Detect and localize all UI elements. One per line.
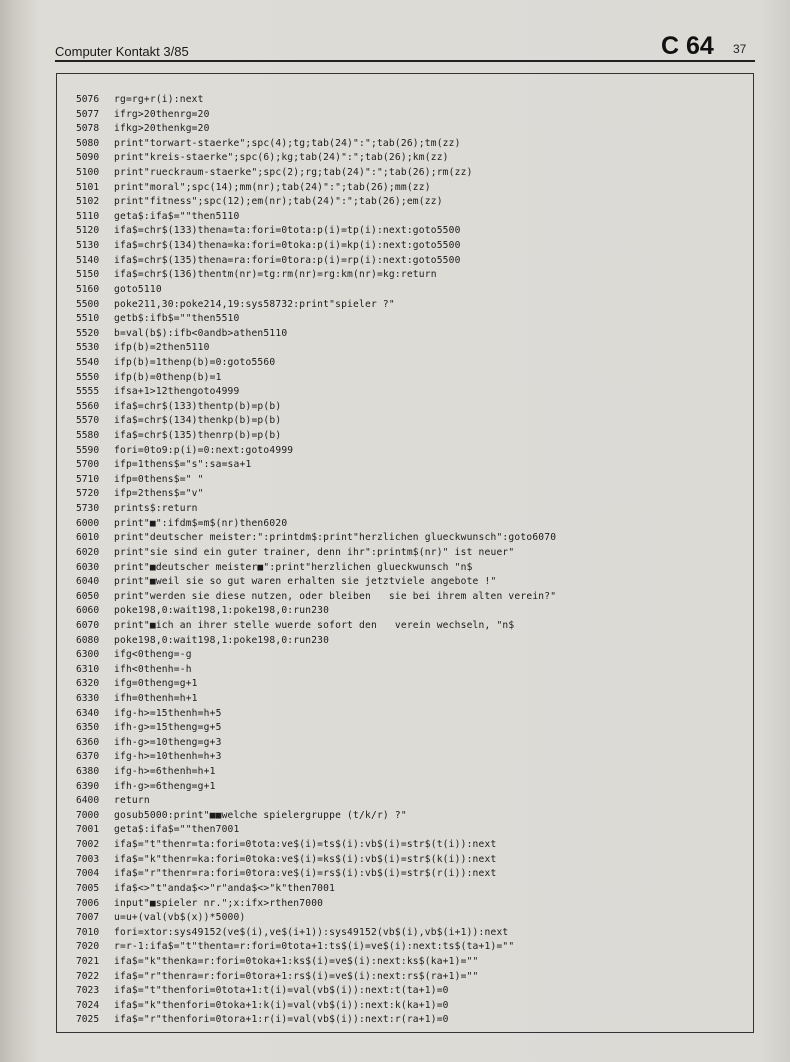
line-number: 7005 <box>76 882 100 894</box>
code-line <box>76 458 746 473</box>
code-text: ifg-h>=6thenh=h+1 <box>114 766 216 778</box>
line-number: 5510 <box>76 313 100 325</box>
code-text: ifp(b)=0thenp(b)=1 <box>114 371 222 383</box>
code-text: print"■deutscher meister■":print"herzlichen glueckwunsch "n$ <box>114 561 473 573</box>
code-text: print"■":ifdm$=m$(nr)then6020 <box>114 517 288 529</box>
line-number: 7003 <box>76 853 100 865</box>
code-line <box>76 721 746 736</box>
code-text: getb$:ifb$=""then5510 <box>114 313 240 325</box>
code-line <box>76 224 746 239</box>
code-line <box>76 210 746 225</box>
line-number: 7010 <box>76 926 100 938</box>
line-number: 6050 <box>76 590 100 602</box>
code-line <box>76 268 746 283</box>
code-text: ifkg>20thenkg=20 <box>114 123 210 135</box>
line-number: 5570 <box>76 415 100 427</box>
code-text: print"kreis-staerke";spc(6);kg;tab(24)":";tab(26);km(zz) <box>114 152 449 164</box>
code-text: ifh-g>=6theng=g+1 <box>114 780 216 792</box>
code-text: rg=rg+r(i):next <box>114 94 204 105</box>
code-line <box>76 341 746 356</box>
line-number: 5520 <box>76 327 100 339</box>
code-text: ifa$="k"thenka=r:fori=0toka+1:ks$(i)=ve$(i):next:ks$(ka+1)="" <box>114 955 479 967</box>
line-number: 6300 <box>76 649 100 661</box>
line-number: 6380 <box>76 766 100 778</box>
code-text: ifa$=chr$(135)thenrp(b)=p(b) <box>114 430 282 442</box>
code-text: ifa$="k"thenfori=0toka+1:k(i)=val(vb$(i)):next:k(ka+1)=0 <box>114 999 449 1011</box>
code-text: print"deutscher meister:":printdm$:print"herzlichen glueckwunsch":goto6070 <box>114 532 557 544</box>
code-line <box>76 648 746 663</box>
code-text: ifp=1thens$="s":sa=sa+1 <box>114 459 252 471</box>
publication-title: Computer Kontakt 3/85 <box>55 44 189 59</box>
code-line <box>76 707 746 722</box>
line-number: 7006 <box>76 897 100 909</box>
code-text: ifp(b)=1thenp(b)=0:goto5560 <box>114 356 276 368</box>
basic-program-listing <box>76 93 746 1028</box>
code-line <box>76 794 746 809</box>
code-text: print"rueckraum-staerke";spc(2);rg;tab(24)":";tab(26);rm(zz) <box>114 167 473 179</box>
code-line <box>76 385 746 400</box>
code-text: ifrg>20thenrg=20 <box>114 108 210 120</box>
line-number: 5160 <box>76 283 100 295</box>
code-line <box>76 575 746 590</box>
code-line <box>76 823 746 838</box>
line-number: 5102 <box>76 196 100 208</box>
code-text: ifa$=chr$(136)thentm(nr)=tg:rm(nr)=rg:km(nr)=kg:return <box>114 269 437 281</box>
code-text: poke198,0:wait198,1:poke198,0:run230 <box>114 605 330 617</box>
code-text: ifh-g>=15theng=g+5 <box>114 722 222 734</box>
code-line <box>76 122 746 137</box>
line-number: 6080 <box>76 634 100 646</box>
code-line <box>76 897 746 912</box>
code-text: ifh=0thenh=h+1 <box>114 692 198 704</box>
code-line <box>76 765 746 780</box>
code-text: ifsa+1>12thengoto4999 <box>114 386 240 398</box>
code-line <box>76 517 746 532</box>
code-text: geta$:ifa$=""then7001 <box>114 824 240 836</box>
line-number: 6070 <box>76 619 100 631</box>
line-number: 5090 <box>76 152 100 164</box>
code-text: ifa$=chr$(133)thena=ta:fori=0tota:p(i)=tp(i):next:goto5500 <box>114 225 461 237</box>
code-line <box>76 531 746 546</box>
line-number: 6390 <box>76 780 100 792</box>
line-number: 6020 <box>76 546 100 558</box>
code-line <box>76 1013 746 1028</box>
code-line <box>76 181 746 196</box>
code-line <box>76 298 746 313</box>
code-text: prints$:return <box>114 503 198 515</box>
code-text: fori=0to9:p(i)=0:next:goto4999 <box>114 444 294 456</box>
code-text: ifh<0thenh=-h <box>114 663 192 675</box>
code-line <box>76 853 746 868</box>
code-text: goto5110 <box>114 283 162 295</box>
line-number: 5110 <box>76 210 100 222</box>
code-text: print"sie sind ein guter trainer, denn ihr":printm$(nr)" ist neuer" <box>114 546 515 558</box>
line-number: 7000 <box>76 809 100 821</box>
line-number: 5720 <box>76 488 100 500</box>
line-number: 5076 <box>76 94 100 105</box>
line-number: 6040 <box>76 576 100 588</box>
code-line <box>76 444 746 459</box>
code-text: print"fitness";spc(12);em(nr);tab(24)":";tab(26);em(zz) <box>114 196 443 208</box>
code-text: ifg<0theng=-g <box>114 649 192 661</box>
code-line <box>76 414 746 429</box>
code-line <box>76 940 746 955</box>
line-number: 5540 <box>76 356 100 368</box>
code-text: ifa$="t"thenr=ta:fori=0tota:ve$(i)=ts$(i):vb$(i)=str$(t(i)):next <box>114 839 497 851</box>
code-line <box>76 999 746 1014</box>
code-text: r=r-1:ifa$="t"thenta=r:fori=0tota+1:ts$(i)=ve$(i):next:ts$(ta+1)="" <box>114 941 515 953</box>
code-line <box>76 195 746 210</box>
code-line <box>76 984 746 999</box>
line-number: 7002 <box>76 839 100 851</box>
header-rule <box>55 60 755 62</box>
line-number: 7024 <box>76 999 100 1011</box>
code-text: input"■spieler nr.";x:ifx>rthen7000 <box>114 897 324 909</box>
line-number: 5077 <box>76 108 100 120</box>
code-line <box>76 838 746 853</box>
code-line <box>76 970 746 985</box>
code-line <box>76 590 746 605</box>
code-line <box>76 926 746 941</box>
line-number: 7001 <box>76 824 100 836</box>
line-number: 7020 <box>76 941 100 953</box>
code-line <box>76 546 746 561</box>
page-header <box>55 28 755 62</box>
code-line <box>76 955 746 970</box>
code-line <box>76 780 746 795</box>
code-line <box>76 750 746 765</box>
code-text: poke198,0:wait198,1:poke198,0:run230 <box>114 634 330 646</box>
code-text: ifa$=chr$(134)thenkp(b)=p(b) <box>114 415 282 427</box>
line-number: 5500 <box>76 298 100 310</box>
code-line <box>76 108 746 123</box>
code-text: ifa$=chr$(133)thentp(b)=p(b) <box>114 400 282 412</box>
line-number: 6000 <box>76 517 100 529</box>
code-text: ifa$<>"t"anda$<>"r"anda$<>"k"then7001 <box>114 882 336 894</box>
code-text: print"■weil sie so gut waren erhalten sie jetztviele angebote !" <box>114 576 497 588</box>
code-line <box>76 151 746 166</box>
code-text: gosub5000:print"■■welche spielergruppe (t/k/r) ?" <box>114 809 407 821</box>
line-number: 5140 <box>76 254 100 266</box>
code-text: ifp=2thens$="v" <box>114 488 204 500</box>
code-text: print"torwart-staerke";spc(4);tg;tab(24)":";tab(26);tm(zz) <box>114 137 461 149</box>
code-line <box>76 137 746 152</box>
line-number: 5080 <box>76 137 100 149</box>
line-number: 5560 <box>76 400 100 412</box>
line-number: 5150 <box>76 269 100 281</box>
code-text: ifa$="t"thenfori=0tota+1:t(i)=val(vb$(i)):next:t(ta+1)=0 <box>114 985 449 997</box>
line-number: 5590 <box>76 444 100 456</box>
line-number: 5710 <box>76 473 100 485</box>
code-line <box>76 473 746 488</box>
line-number: 7023 <box>76 985 100 997</box>
line-number: 5100 <box>76 167 100 179</box>
code-line <box>76 254 746 269</box>
code-text: fori=xtor:sys49152(ve$(i),ve$(i+1)):sys49152(vb$(i),vb$(i+1)):next <box>114 926 509 938</box>
line-number: 6320 <box>76 678 100 690</box>
code-text: ifp=0thens$=" " <box>114 473 204 485</box>
line-number: 7021 <box>76 955 100 967</box>
code-text: ifp(b)=2then5110 <box>114 342 210 354</box>
line-number: 6370 <box>76 751 100 763</box>
code-text: b=val(b$):ifb<0andb>athen5110 <box>114 327 288 339</box>
code-text: u=u+(val(vb$(x))*5000) <box>114 912 246 924</box>
code-text: print"moral";spc(14);mm(nr);tab(24)":";tab(26);mm(zz) <box>114 181 431 193</box>
line-number: 6360 <box>76 736 100 748</box>
line-number: 6330 <box>76 692 100 704</box>
line-number: 6060 <box>76 605 100 617</box>
code-line <box>76 634 746 649</box>
code-line <box>76 283 746 298</box>
code-line <box>76 736 746 751</box>
code-line <box>76 911 746 926</box>
line-number: 5580 <box>76 430 100 442</box>
code-line <box>76 561 746 576</box>
code-line <box>76 882 746 897</box>
line-number: 5120 <box>76 225 100 237</box>
code-text: ifa$="r"thenra=r:fori=0tora+1:rs$(i)=ve$(i):next:rs$(ra+1)="" <box>114 970 479 982</box>
code-text: ifa$="k"thenr=ka:fori=0toka:ve$(i)=ks$(i):vb$(i)=str$(k(i)):next <box>114 853 497 865</box>
line-number: 6340 <box>76 707 100 719</box>
code-text: ifg-h>=10thenh=h+3 <box>114 751 222 763</box>
line-number: 5130 <box>76 240 100 252</box>
code-line <box>76 502 746 517</box>
code-text: ifa$=chr$(134)thena=ka:fori=0toka:p(i)=kp(i):next:goto5500 <box>114 240 461 252</box>
line-number: 6030 <box>76 561 100 573</box>
magazine-section-title: C 64 <box>661 32 714 60</box>
code-line <box>76 239 746 254</box>
line-number: 5730 <box>76 503 100 515</box>
code-text: geta$:ifa$=""then5110 <box>114 210 240 222</box>
code-text: ifa$="r"thenr=ra:fori=0tora:ve$(i)=rs$(i):vb$(i)=str$(r(i)):next <box>114 868 497 880</box>
code-line <box>76 604 746 619</box>
code-line <box>76 867 746 882</box>
code-text: poke211,30:poke214,19:sys58732:print"spieler ?" <box>114 298 395 310</box>
code-line <box>76 400 746 415</box>
code-line <box>76 677 746 692</box>
code-line <box>76 166 746 181</box>
code-text: print"■ich an ihrer stelle wuerde sofort den verein wechseln, "n$ <box>114 619 515 631</box>
code-line <box>76 619 746 634</box>
line-number: 6310 <box>76 663 100 675</box>
code-text: print"werden sie diese nutzen, oder bleiben sie bei ihrem alten verein?" <box>114 590 557 602</box>
code-line <box>76 312 746 327</box>
line-number: 5101 <box>76 181 100 193</box>
line-number: 7022 <box>76 970 100 982</box>
line-number: 7007 <box>76 912 100 924</box>
code-text: ifa$="r"thenfori=0tora+1:r(i)=val(vb$(i)):next:r(ra+1)=0 <box>114 1014 449 1026</box>
code-line <box>76 429 746 444</box>
code-line <box>76 327 746 342</box>
line-number: 5555 <box>76 386 100 398</box>
code-text: ifg-h>=15thenh=h+5 <box>114 707 222 719</box>
code-text: ifh-g>=10theng=g+3 <box>114 736 222 748</box>
page-number: 37 <box>733 42 747 56</box>
line-number: 5078 <box>76 123 100 135</box>
code-text: ifg=0theng=g+1 <box>114 678 198 690</box>
code-text: return <box>114 795 150 807</box>
line-number: 7004 <box>76 868 100 880</box>
line-number: 5700 <box>76 459 100 471</box>
line-number: 5550 <box>76 371 100 383</box>
line-number: 6350 <box>76 722 100 734</box>
code-line <box>76 93 746 108</box>
code-line <box>76 809 746 824</box>
line-number: 5530 <box>76 342 100 354</box>
line-number: 6010 <box>76 532 100 544</box>
code-line <box>76 663 746 678</box>
code-line <box>76 356 746 371</box>
code-line <box>76 692 746 707</box>
code-line <box>76 371 746 386</box>
line-number: 7025 <box>76 1014 100 1026</box>
code-line <box>76 487 746 502</box>
line-number: 6400 <box>76 795 100 807</box>
code-text: ifa$=chr$(135)thena=ra:fori=0tora:p(i)=rp(i):next:goto5500 <box>114 254 461 266</box>
